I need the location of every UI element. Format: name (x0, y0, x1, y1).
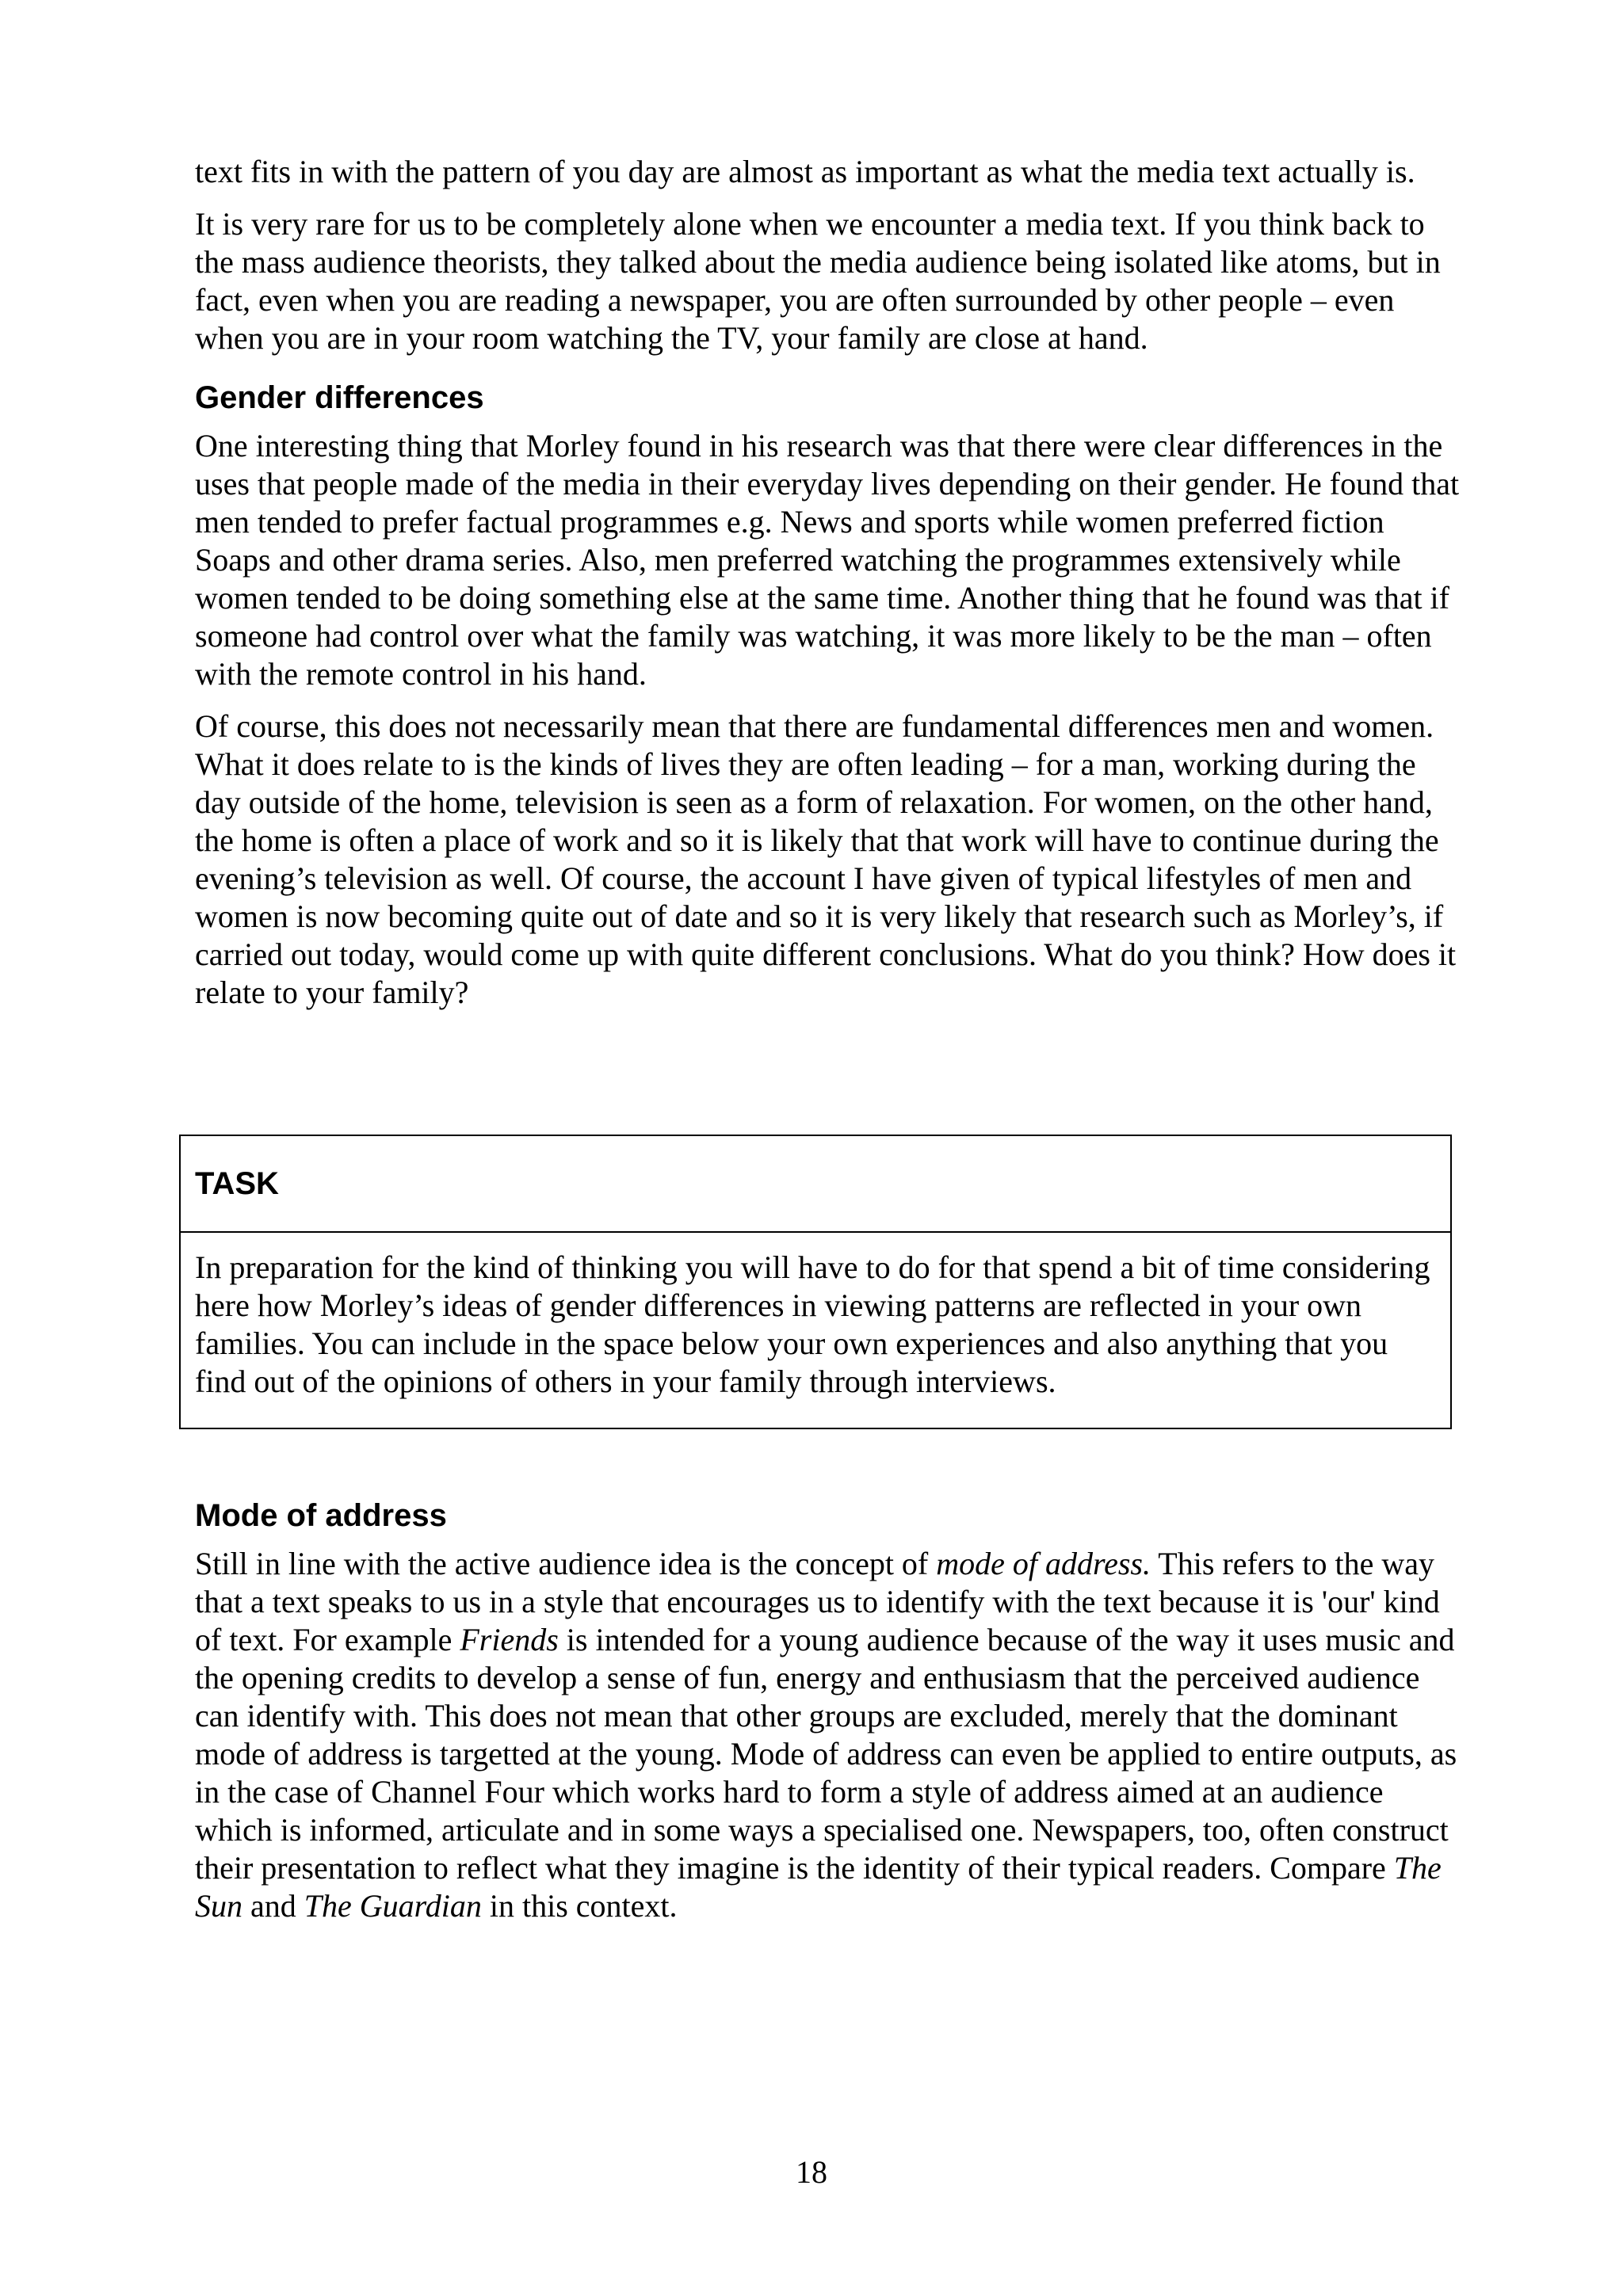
the-guardian-title: The Guardian (304, 1888, 482, 1924)
page-number: 18 (796, 2154, 827, 2190)
gender-differences-heading: Gender differences (195, 380, 484, 415)
mode-of-address-paragraph (195, 1545, 1463, 1925)
gender-paragraph-1: One interesting thing that Morley found in his research was that there were clear differences in the uses that people made of the media in their everyday lives depending on their gender. He found that men tended to prefer factual programmes e.g. News and sports while women preferred fiction Soaps and other drama series. Also, men preferred watching the programmes extensively while women tended to be doing something else at the same time. Another thing that he found was that if someone had control over what the family was watching, it was more likely to be the man – often with the remote control in his hand. (195, 428, 1460, 692)
task-heading: TASK (181, 1136, 1450, 1233)
intro-paragraph-continued: text fits in with the pattern of you day are almost as important as what the media text actually is. (195, 154, 1415, 189)
mode-text-3: is intended for a young audience because of the way it uses music and the opening credits to develop a sense of fun, energy and enthusiasm that the perceived audience can identify with. This does not mean that other groups are excluded, merely that the dominant mode of address is targetted at the young. Mode of address can even be applied to entire outputs, as in the case of Channel Four which works hard to form a style of address aimed at an audience which is informed, articulate and in some ways a specialised one. Newspapers, too, often construct their presentation to reflect what they imagine is the identity of their typical readers. Compare (195, 1622, 1457, 1886)
mode-of-address-section (195, 1496, 1463, 1939)
gender-paragraph-2: Of course, this does not necessarily mean that there are fundamental differences men and women. What it does relate to is the kinds of lives they are often leading – for a man, working during the day outside of the home, television is seen as a form of relaxation. For women, on the other hand, the home is often a place of work and so it is likely that that work will have to continue during the evening’s television as well. Of course, the account I have given of typical lifestyles of men and women is now becoming quite out of date and so it is very likely that research such as Morley’s, if carried out today, would come up with quite different conclusions. What do you think? How does it relate to your family? (195, 708, 1457, 1010)
task-box (179, 1135, 1452, 1429)
intro-paragraph-alone: It is very rare for us to be completely alone when we encounter a media text. If you think back to the mass audience theorists, they talked about the media audience being isolated like atoms, but in fact, even when you are reading a newspaper, you are often surrounded by other people – even when you are in your room watching the TV, your family are close at hand. (195, 206, 1441, 356)
mode-of-address-term: mode of address. (936, 1546, 1151, 1581)
the-sun-title: The Sun (195, 1850, 1442, 1924)
upper-text-section (195, 153, 1463, 1026)
mode-text-1: Still in line with the active audience idea is the concept of (195, 1546, 937, 1581)
task-text: In preparation for the kind of thinking you will have to do for that spend a bit of time considering here how Morley’s ideas of gender differences in viewing patterns are reflected in your own families. You can include in the space below your own experiences and also anything that you find out of the opinions of others in your family through interviews. (195, 1249, 1430, 1399)
mode-text-2: This refers to the way that a text speaks to us in a style that encourages us to identify with the text because it is 'our' kind of text. For example (195, 1546, 1440, 1657)
mode-of-address-heading: Mode of address (195, 1498, 447, 1533)
mode-text-4: and (242, 1888, 304, 1924)
friends-title: Friends (460, 1622, 559, 1657)
mode-text-5: in this context. (481, 1888, 678, 1924)
